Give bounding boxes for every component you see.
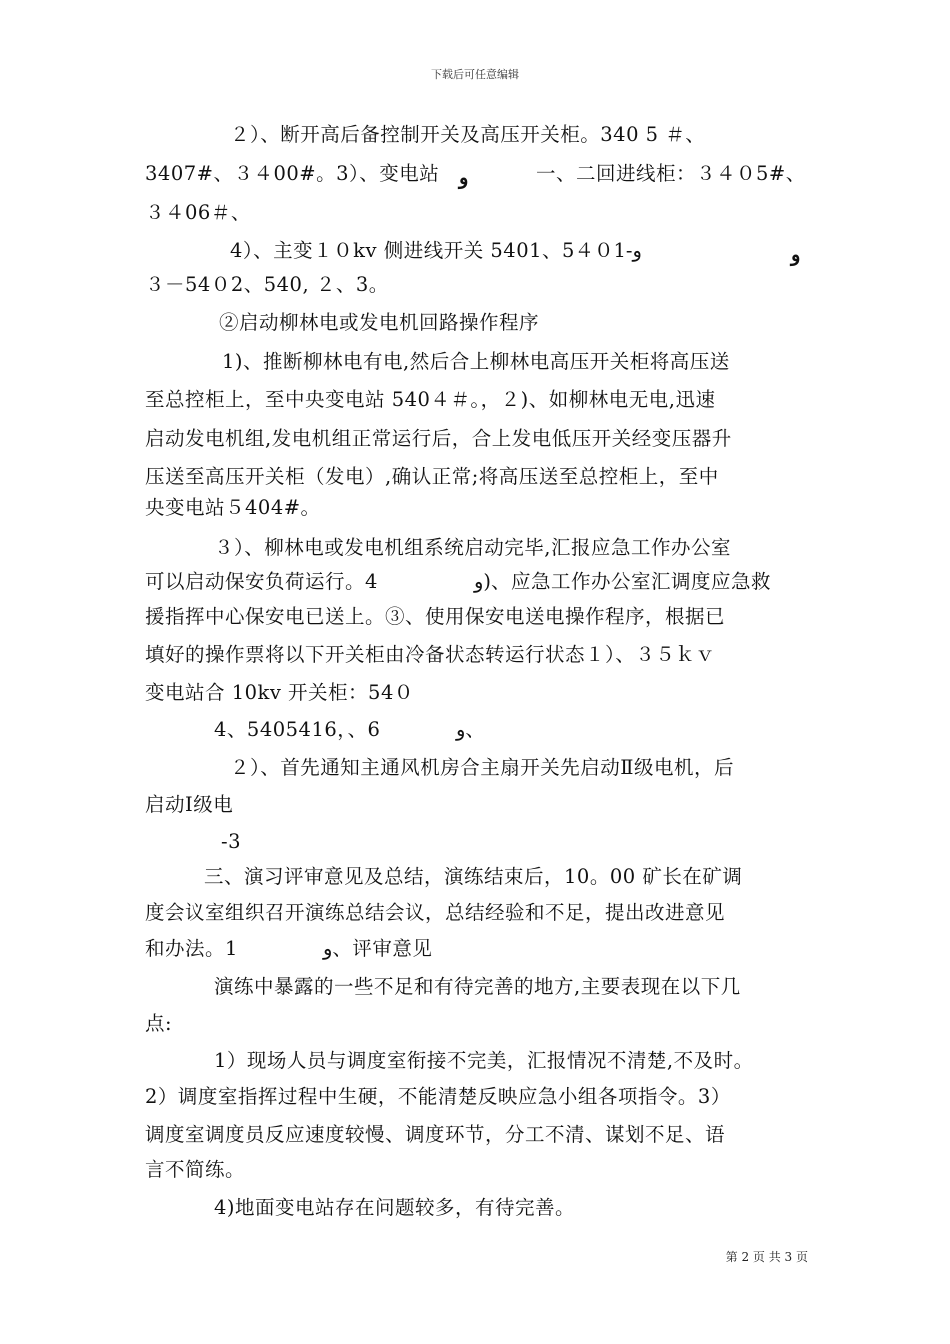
text-line: 点: [145, 1012, 173, 1035]
text-line: 4、5405416，、6 [214, 718, 381, 741]
text-line: 1)、推断柳林电有电,然后合上柳林电高压开关柜将高压送 [222, 350, 730, 373]
text-line: 启动Ⅰ级电 [145, 793, 234, 816]
text-line: ２）、首先通知主通风机房合主扇开关先启动Ⅱ级电机，后 [230, 756, 735, 779]
text-line: ３）、柳林电或发电机组系统启动完毕,汇报应急工作办公室 [214, 536, 731, 559]
text-line: 一、二回进线柜：３４０5#、 [536, 162, 806, 185]
page-number: 第 2 页 共 3 页 [725, 1250, 808, 1264]
text-line: 演练中暴露的一些不足和有待完善的地方,主要表现在以下几 [214, 975, 741, 998]
text-line: 援指挥中心保安电已送上。③、使用保安电送电操作程序，根据已 [145, 605, 726, 628]
text-line: 3407#、３４00#。3）、变电站 [145, 162, 440, 185]
text-line: 调度室调度员反应速度较慢、调度环节，分工不清、谋划不足、语 [145, 1123, 726, 1146]
text-line: 可以启动保安负荷运行。4 [145, 570, 378, 593]
text-line: 变电站合 10kv 开关柜：54０ [145, 681, 414, 704]
text-line: ３－54０2、540, ２、3。 [145, 273, 389, 296]
text-line: ２）、断开高后备控制开关及高压开关柜。340 5 ＃、 [230, 123, 706, 146]
text-line: ﻭ [459, 166, 469, 189]
text-line: 启动发电机组,发电机组正常运行后，合上发电低压开关经变压器升 [145, 427, 732, 450]
text-line: 压送至高压开关柜（发电）,确认正常;将高压送至总控柜上，至中 [145, 465, 719, 488]
text-line: ３４06＃、 [145, 201, 251, 224]
text-line: 度会议室组织召开演练总结会议，总结经验和不足，提出改进意见 [145, 901, 726, 924]
text-line: 1）现场人员与调度室衔接不完美，汇报情况不清楚,不及时。 [214, 1049, 754, 1072]
text-line: ﻭ、评审意见 [323, 937, 433, 960]
text-line: 4）、主变１０kv 侧进线开关 540ﻭ-5４０1、1 [230, 239, 642, 262]
page-header: 下载后可任意编辑 [431, 68, 519, 81]
text-line: 言不简练。 [145, 1158, 246, 1181]
text-line: 央变电站５404#。 [145, 496, 321, 519]
text-line: 至总控柜上，至中央变电站 540４＃。，２)、如柳林电无电,迅速 [145, 388, 716, 411]
text-line: 和办法。1 [145, 937, 238, 960]
text-line: 2）调度室指挥过程中生硬，不能清楚反映应急小组各项指令。3） [145, 1085, 731, 1108]
text-line: -3 [221, 830, 241, 853]
text-line: 填好的操作票将以下开关柜由冷备状态转运行状态１）、３５ｋｖ [145, 643, 716, 666]
text-line: ②启动柳林电或发电机回路操作程序 [219, 311, 540, 334]
text-line: 三、演习评审意见及总结，演练结束后，10。00 矿长在矿调 [204, 865, 743, 888]
text-line: 4)地面变电站存在问题较多，有待完善。 [214, 1196, 576, 1219]
text-line: ﻭ [791, 243, 801, 266]
text-line: ﻭ、 [456, 718, 486, 741]
text-line: ﻭ)、应急工作办公室汇调度应急救 [474, 570, 772, 593]
